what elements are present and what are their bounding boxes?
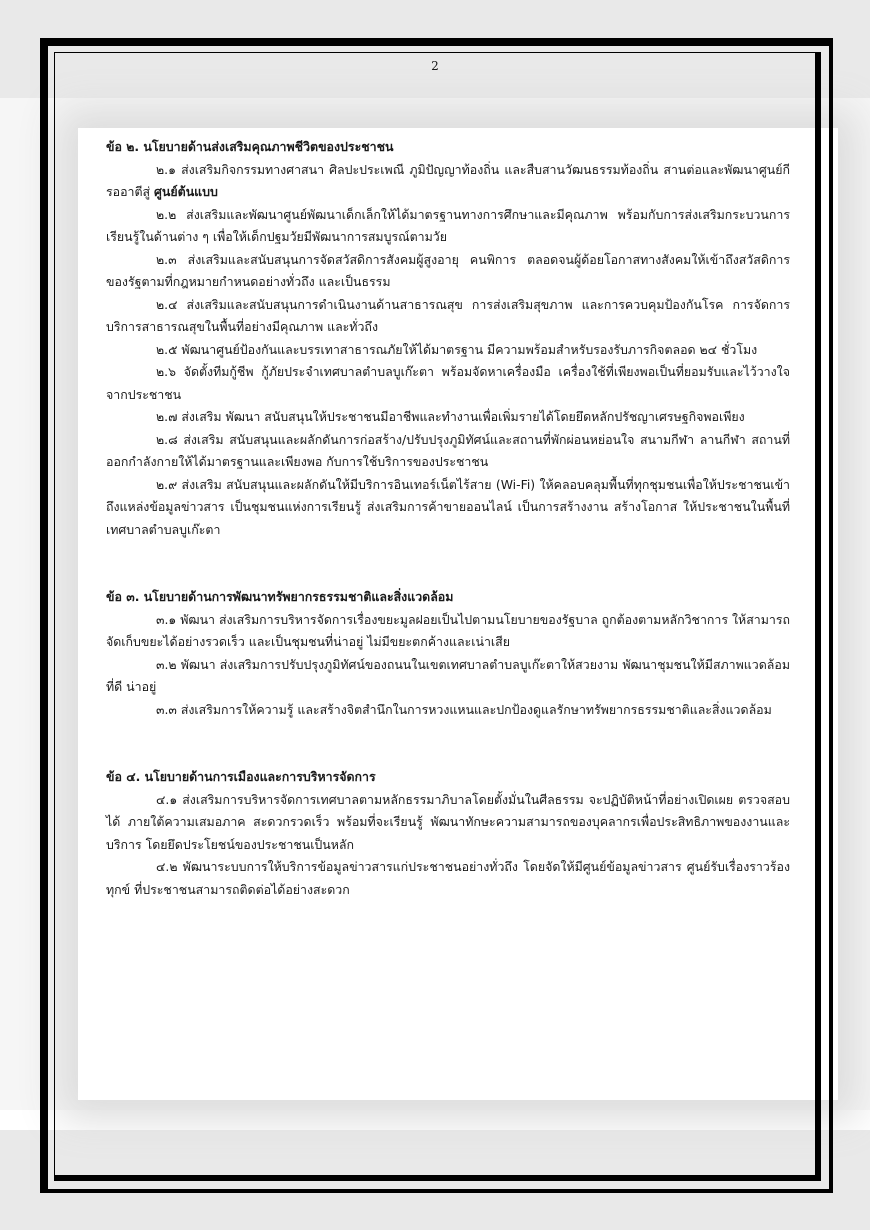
document-body xyxy=(106,136,790,901)
section-spacer xyxy=(106,541,790,586)
policy-item: ๒.๗ ส่งเสริม พัฒนา สนับสนุนให้ประชาชนมีอาชีพและทำงานเพื่อเพิ่มรายได้โดยยึดหลักปรัชญาเศรษฐกิจพอเพียง xyxy=(156,409,745,424)
section-4 xyxy=(106,766,790,901)
policy-item: ๔.๒ พัฒนาระบบการให้บริการข้อมูลข่าวสารแก่ประชาชนอย่างทั่วถึง โดยจัดให้มีศูนย์ข้อมูลข่าวสาร ศูนย์รับเรื่องราวร้องทุกข์ ที่ประชาชนสามารถติดต่อได้อย่างสะดวก xyxy=(106,859,790,897)
policy-item: ๒.๔ ส่งเสริมและสนับสนุนการดำเนินงานด้านสาธารณสุข การส่งเสริมสุขภาพ และการควบคุมป้องกันโรค การจัดการบริการสาธารณสุขในพื้นที่อย่างมีคุณภาพ และทั่วถึง xyxy=(106,296,790,334)
section-heading: ข้อ ๔. นโยบายด้านการเมืองและการบริหารจัดการ xyxy=(106,769,376,784)
policy-item-emphasis: ศูนย์ต้นแบบ xyxy=(154,184,218,199)
section-spacer xyxy=(106,721,790,766)
policy-item: ๒.๓ ส่งเสริมและสนับสนุนการจัดสวัสดิการสังคมผู้สูงอายุ คนพิการ ตลอดจนผู้ด้อยโอกาสทางสังคมให้เข้าถึงสวัสดิการของรัฐตามที่กฎหมายกำหนดอย่างทั่วถึง และเป็นธรรม xyxy=(106,251,790,289)
policy-item: ๓.๓ ส่งเสริมการให้ความรู้ และสร้างจิตสำนึกในการหวงแหนและปกป้องดูแลรักษาทรัพยากรธรรมชาติและสิ่งแวดล้อม xyxy=(156,701,772,717)
policy-item-text: ๒.๑ ส่งเสริมกิจกรรมทางศาสนา ศิลปะประเพณี ภูมิปัญญาท้องถิ่น และสืบสานวัฒนธรรมท้องถิ่น สานต่อและพัฒนาศูนย์กีรออาตีสู่ xyxy=(106,161,790,199)
policy-item: ๒.๙ ส่งเสริม สนับสนุนและผลักดันให้มีบริการอินเทอร์เน็ตไร้สาย (Wi-Fi) ให้คลอบคลุมพื้นที่ทุกชุมชนเพื่อให้ประชาชนเข้าถึงแหล่งข้อมูลข่าวสาร เป็นชุมชนแห่งการเรียนรู้ ส่งเสริมการค้าขายออนไลน์ เป็นการสร้างงาน สร้างโอกาส ให้ประชาชนในพื้นที่เทศบาลตำบลบูเก๊ะตา xyxy=(106,476,790,537)
section-3 xyxy=(106,586,790,721)
policy-item: ๒.๕ พัฒนาศูนย์ป้องกันและบรรเทาสาธารณภัยให้ได้มาตรฐาน มีความพร้อมสำหรับรองรับภารกิจตลอด ๒๔ ชั่วโมง xyxy=(156,341,758,357)
section-heading: ข้อ ๓. นโยบายด้านการพัฒนาทรัพยากรธรรมชาติและสิ่งแวดล้อม xyxy=(106,589,454,604)
policy-item: ๒.๘ ส่งเสริม สนับสนุนและผลักดันการก่อสร้าง/ปรับปรุงภูมิทัศน์และสถานที่พักผ่อนหย่อนใจ สนามกีฬา ลานกีฬา สถานที่ออกกำลังกายให้ได้มาตรฐานและเพียงพอ กับการใช้บริการของประชาชน xyxy=(106,431,790,469)
policy-item xyxy=(106,159,790,204)
policy-item: ๓.๑ พัฒนา ส่งเสริมการบริหารจัดการเรื่องขยะมูลฝอยเป็นไปตามนโยบายของรัฐบาล ถูกต้องตามหลักวิชาการ ให้สามารถจัดเก็บขยะได้อย่างรวดเร็ว และเป็นชุมชนที่น่าอยู่ ไม่มีขยะตกค้างและเน่าเสีย xyxy=(106,611,790,649)
policy-item: ๒.๖ จัดตั้งทีมกู้ชีพ กู้ภัยประจำเทศบาลตำบลบูเก๊ะตา พร้อมจัดหาเครื่องมือ เครื่องใช้ที่เพียงพอเป็นที่ยอมรับและไว้วางใจจากประชาชน xyxy=(106,364,790,402)
section-2 xyxy=(106,136,790,541)
policy-item: ๒.๒ ส่งเสริมและพัฒนาศูนย์พัฒนาเด็กเล็กให้ได้มาตรฐานทางการศึกษาและมีคุณภาพ พร้อมกับการส่งเสริมกระบวนการเรียนรู้ในด้านต่าง ๆ เพื่อให้เด็กปฐมวัยมีพัฒนาการสมบูรณ์ตามวัย xyxy=(106,206,790,244)
page-number: 2 xyxy=(431,59,439,73)
policy-item: ๔.๑ ส่งเสริมการบริหารจัดการเทศบาลตามหลักธรรมาภิบาลโดยตั้งมั่นในศีลธรรม จะปฏิบัติหน้าที่อย่างเปิดเผย ตรวจสอบได้ ภายใต้ความเสมอภาค สะดวกรวดเร็ว พร้อมที่จะเรียนรู้ พัฒนาทักษะความสามารถของบุคลากรเพื่อประสิทธิภาพของงานและบริการ โดยยึดประโยชน์ของประชาชนเป็นหลัก xyxy=(106,791,790,852)
section-heading: ข้อ ๒. นโยบายด้านส่งเสริมคุณภาพชีวิตของประชาชน xyxy=(106,139,394,154)
policy-item: ๓.๒ พัฒนา ส่งเสริมการปรับปรุงภูมิทัศน์ของถนนในเขตเทศบาลตำบลบูเก๊ะตาให้สวยงาม พัฒนาชุมชนให้มีสภาพแวดล้อมที่ดี น่าอยู่ xyxy=(106,656,790,694)
